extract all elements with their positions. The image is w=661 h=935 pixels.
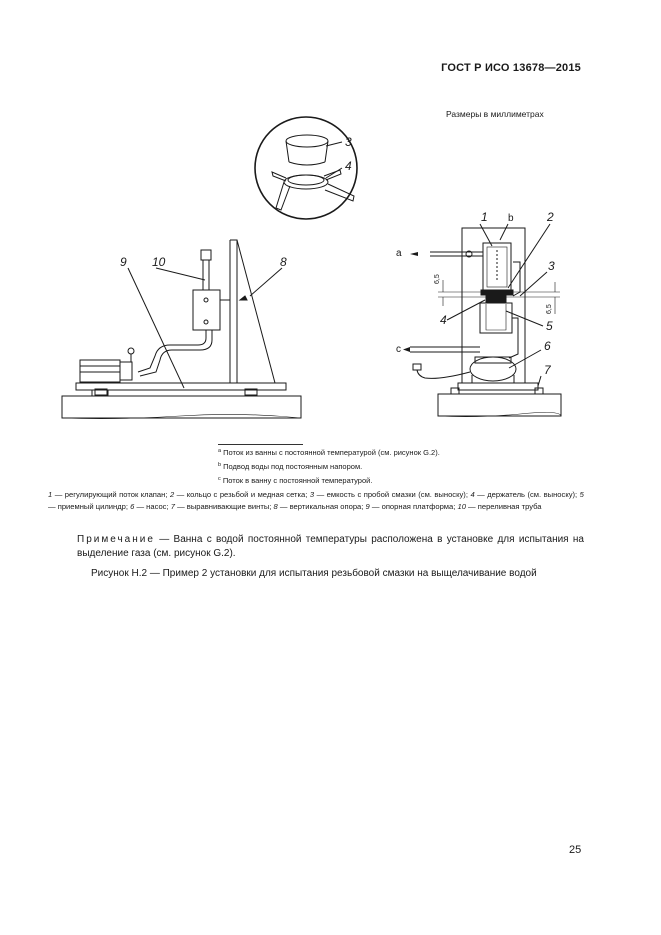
left-label-9: 9 [120, 255, 127, 269]
inset-label-3: 3 [345, 135, 352, 149]
right-label-3: 3 [548, 259, 555, 273]
inset-detail-view [255, 117, 357, 219]
standard-header: ГОСТ Р ИСО 13678—2015 [441, 62, 581, 74]
note-text: — Ванна с водой постоянной температуры расположена в установке для испытания на выделение газа (см. рисунок G.2). [77, 534, 584, 559]
note-label: Примечание [77, 534, 155, 545]
flow-label-c: c [396, 344, 401, 355]
right-label-1: 1 [481, 210, 488, 224]
right-label-6: 6 [544, 339, 551, 353]
right-label-b: b [508, 213, 514, 224]
flow-label-a: a [396, 248, 402, 259]
footnote-b: $^b$ Подвод воды под постоянным напором. [218, 462, 363, 471]
dimensions-note: Размеры в миллиметрах [446, 109, 544, 119]
right-label-2: 2 [547, 210, 554, 224]
footnote-a: $^a$ Поток из ванны с постоянной температурой (см. рисунок G.2). [218, 448, 440, 457]
note-paragraph [77, 533, 584, 561]
inset-label-4: 4 [345, 159, 352, 173]
inlet-arrow [410, 252, 418, 256]
left-assembly-view [62, 240, 301, 419]
figure-caption: Рисунок Н.2 — Пример 2 установки для испытания резьбовой смазки на выщелачивание водой [91, 568, 537, 579]
right-assembly-view [410, 224, 561, 417]
left-label-10: 10 [152, 255, 166, 269]
right-label-4: 4 [440, 313, 447, 327]
dimension-value-left: 6,5 [434, 274, 441, 284]
footnote-c: $^c$ Поток в ванну с постоянной температурой. [218, 476, 373, 485]
dimension-value-right: 6,5 [546, 304, 553, 314]
footnotes [218, 445, 518, 487]
figure-legend: 1 — регулирующий поток клапан; 2 — кольцо с резьбой и медная сетка; 3 — емкость с пробой смазки (см. выноску); 4 — держатель (см. выноску); 5 — приемный цилиндр; 6 — насос; 7 — выравнивающие винты; 8 — вертикальная опора; 9 — опорная платформа; 10 — переливная труба [48, 490, 584, 511]
apparatus-figure [0, 0, 661, 440]
outlet-arrow [403, 347, 410, 352]
right-label-5: 5 [546, 319, 553, 333]
page-number: 25 [569, 844, 582, 856]
right-label-7: 7 [544, 363, 551, 377]
left-label-8: 8 [280, 255, 287, 269]
